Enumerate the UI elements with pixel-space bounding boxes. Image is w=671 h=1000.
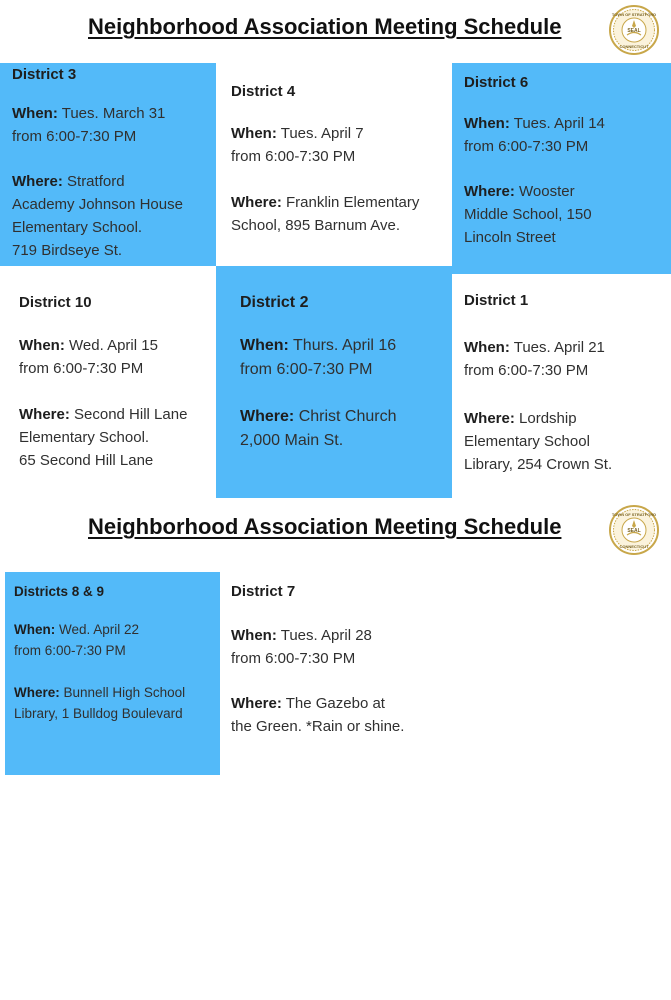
seal-center-text: SEAL: [627, 528, 641, 534]
when-text: When: Wed. April 22 from 6:00-7:30 PM: [14, 622, 140, 658]
town-seal-icon: [609, 5, 659, 55]
where-text: Where: Wooster Middle School, 150 Lincoln Street: [464, 183, 592, 246]
where-text: Where: Bunnell High School Library, 1 Bulldog Boulevard: [14, 685, 186, 721]
when-text: When: Tues. April 21 from 6:00-7:30 PM: [464, 339, 605, 379]
seal-top-text: TOWN OF STRATFORD: [611, 512, 657, 517]
seal-top-text: TOWN OF STRATFORD: [611, 12, 657, 17]
district-name: Districts 8 & 9: [14, 584, 105, 599]
where-text: Where: Second Hill Lane Elementary School. 65 Second Hill Lane: [19, 406, 188, 469]
where-text: Where: The Gazebo at the Green. *Rain or shine.: [231, 695, 405, 735]
seal-bottom-text: CONNECTICUT: [619, 544, 649, 549]
where-text: Where: Lordship Elementary School Library, 254 Crown St.: [464, 410, 613, 473]
when-text: When: Thurs. April 16 from 6:00-7:30 PM: [240, 337, 397, 378]
district-4-card: [216, 63, 452, 266]
where-text: Where: Christ Church 2,000 Main St.: [240, 408, 397, 449]
district-name: District 3: [12, 66, 77, 83]
page-title-2: Neighborhood Association Meeting Schedule: [88, 514, 562, 539]
district-6-card: [452, 63, 671, 274]
when-text: When: Tues. April 14 from 6:00-7:30 PM: [464, 115, 605, 155]
district-7-card: [220, 572, 460, 775]
district-8-9-card: [5, 572, 220, 775]
when-text: When: Wed. April 15 from 6:00-7:30 PM: [19, 337, 158, 377]
when-text: When: Tues. March 31 from 6:00-7:30 PM: [12, 105, 166, 145]
seal-bottom-text: CONNECTICUT: [619, 44, 649, 49]
district-name: District 2: [240, 294, 309, 311]
seal-center-text: SEAL: [627, 28, 641, 34]
page-title: Neighborhood Association Meeting Schedule: [88, 14, 562, 39]
when-text: When: Tues. April 28 from 6:00-7:30 PM: [231, 627, 372, 667]
district-name: District 1: [464, 292, 529, 309]
district-name: District 10: [19, 294, 92, 311]
when-text: When: Tues. April 7 from 6:00-7:30 PM: [231, 125, 364, 165]
where-text: Where: Stratford Academy Johnson House Elementary School. 719 Birdseye St.: [12, 173, 183, 259]
where-text: Where: Franklin Elementary School, 895 Barnum Ave.: [231, 194, 420, 234]
district-1-card: [452, 274, 671, 498]
district-name: District 7: [231, 583, 296, 600]
district-name: District 6: [464, 74, 529, 91]
district-2-card: [216, 266, 452, 498]
district-10-card: [0, 266, 216, 498]
district-3-card: [0, 63, 216, 266]
town-seal-icon: [609, 505, 659, 555]
district-name: District 4: [231, 83, 296, 100]
